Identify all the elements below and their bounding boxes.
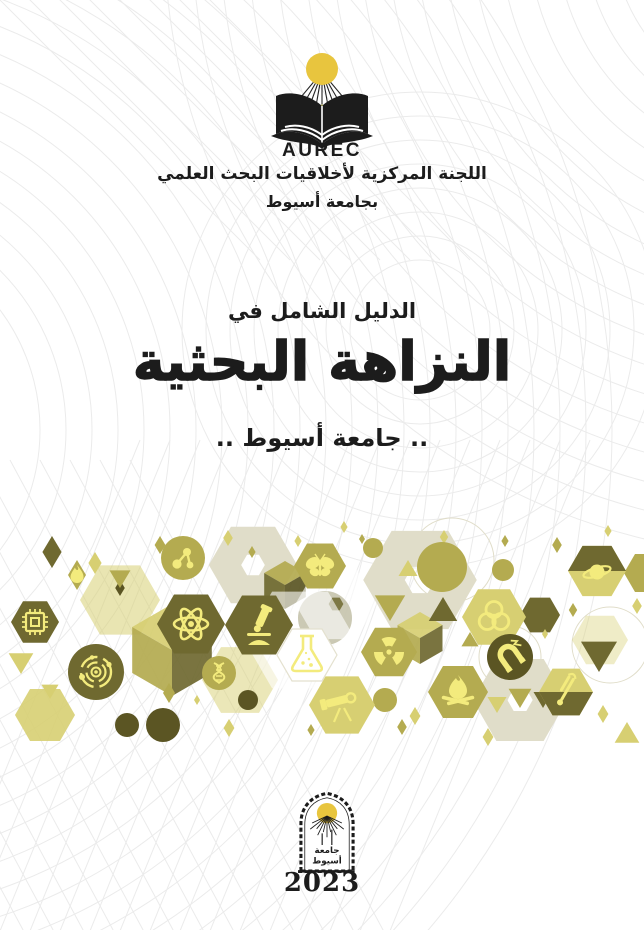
uni-logo-word2: أسيوط (312, 856, 342, 867)
assiut-university-logo (296, 789, 358, 874)
committee-university: بجامعة أسيوط (265, 192, 379, 211)
title-kicker: الدليل الشامل في (227, 299, 417, 323)
committee-name: اللجنة المركزية لأخلاقيات البحث العلمي (157, 164, 487, 184)
uni-logo-word1: جامعة (314, 845, 340, 856)
title-subtitle: .. جامعة أسيوط .. (215, 424, 429, 452)
aurec-logo (257, 50, 387, 150)
sun-icon (306, 53, 338, 85)
aurec-acronym: AUREC (281, 140, 363, 161)
science-pattern-band (0, 505, 644, 780)
year-label: 2023 (283, 868, 361, 898)
page-title: النزاهة البحثية (132, 330, 512, 393)
